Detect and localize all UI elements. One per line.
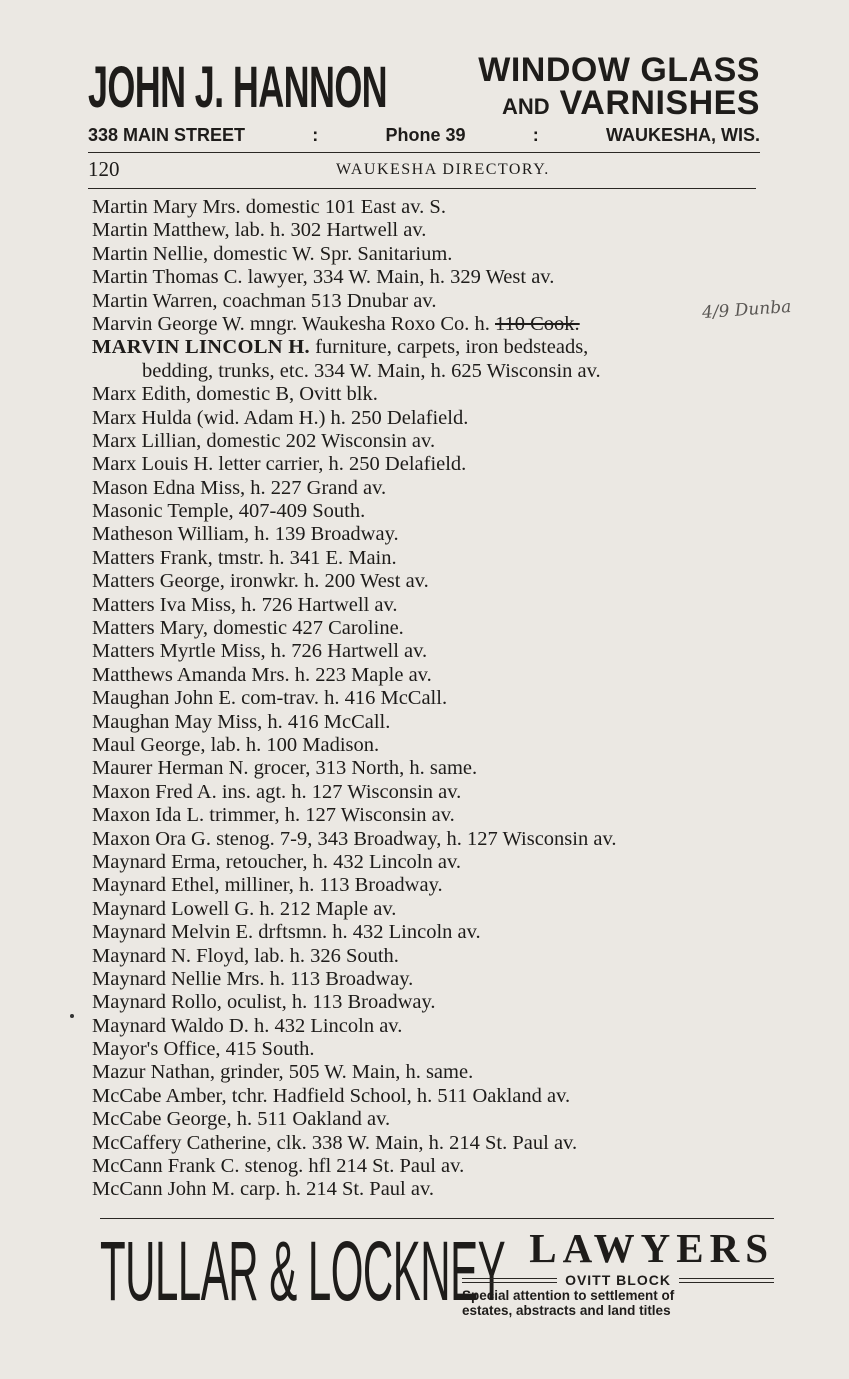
list-item: Matters Myrtle Miss, h. 726 Hartwell av. — [92, 640, 428, 663]
list-item: Marx Hulda (wid. Adam H.) h. 250 Delafield. — [92, 406, 469, 429]
list-item: Maynard Nellie Mrs. h. 113 Broadway. — [92, 967, 414, 990]
office-block: OVITT BLOCK — [565, 1272, 671, 1288]
list-item: Maxon Ida L. trimmer, h. 127 Wisconsin av. — [92, 804, 455, 827]
list-item: Maynard Ethel, milliner, h. 113 Broadway. — [92, 874, 443, 897]
list-item: McCaffery Catherine, clk. 338 W. Main, h. 214 St. Paul av. — [92, 1131, 578, 1154]
list-item: Matheson William, h. 139 Broadway. — [92, 523, 399, 546]
footer-advertisement — [100, 1224, 774, 1318]
running-head — [88, 157, 760, 183]
running-head-rule — [88, 188, 756, 189]
product-line-1: WINDOW GLASS — [478, 51, 760, 89]
list-item: Martin Mary Mrs. domestic 101 East av. S. — [92, 196, 446, 218]
attention-line-2: estates, abstracts and land titles — [462, 1303, 671, 1318]
address-separator: : — [312, 125, 319, 145]
list-item: Mason Edna Miss, h. 227 Grand av. — [92, 476, 387, 499]
list-item: Maul George, lab. h. 100 Madison. — [92, 733, 380, 756]
office-location — [462, 1272, 774, 1288]
list-item: Martin Matthew, lab. h. 302 Hartwell av. — [92, 219, 427, 242]
list-item — [92, 313, 782, 336]
list-item: Maynard Melvin E. drftsmn. h. 432 Lincoln av. — [92, 921, 481, 944]
struck-address: 110 Cook. — [495, 312, 580, 335]
advertiser-street: 338 MAIN STREET — [88, 125, 246, 145]
list-item: Maynard Lowell G. h. 212 Maple av. — [92, 897, 397, 920]
product-line-2 — [420, 86, 760, 124]
advertiser-products — [420, 51, 760, 124]
entry-text: Marvin George W. mngr. Waukesha Roxo Co. h. — [92, 312, 490, 335]
list-item: Maynard N. Floyd, lab. h. 326 South. — [92, 944, 399, 967]
law-firm-name: TULLAR & LOCKNEY — [100, 1224, 506, 1318]
list-item: Matthews Amanda Mrs. h. 223 Maple av. — [92, 663, 432, 686]
address-separator: : — [532, 125, 539, 145]
page-number: 120 — [88, 157, 120, 181]
product-line-2-main: VARNISHES — [559, 84, 760, 122]
list-item: Mazur Nathan, grinder, 505 W. Main, h. same. — [92, 1061, 474, 1084]
list-item: Maughan May Miss, h. 416 McCall. — [92, 710, 391, 733]
header-rule — [88, 152, 760, 153]
list-item: Marx Edith, domestic B, Ovitt blk. — [92, 383, 378, 406]
list-item: Matters Iva Miss, h. 726 Hartwell av. — [92, 593, 398, 616]
advertiser-name: JOHN J. HANNON — [88, 55, 388, 120]
list-item: Marx Louis H. letter carrier, h. 250 Delafield. — [92, 453, 467, 476]
list-item: Maynard Waldo D. h. 432 Lincoln av. — [92, 1014, 403, 1037]
list-item: Maxon Fred A. ins. agt. h. 127 Wisconsin av. — [92, 780, 462, 803]
list-item: Matters Mary, domestic 427 Caroline. — [92, 617, 404, 640]
advertiser-phone: Phone 39 — [385, 125, 466, 145]
product-line-2-prefix: AND — [502, 94, 550, 119]
list-item: Mayor's Office, 415 South. — [92, 1038, 315, 1061]
featured-description: furniture, carpets, iron bedsteads, — [315, 336, 589, 359]
list-item: Matters George, ironwkr. h. 200 West av. — [92, 570, 429, 593]
double-rule-right — [679, 1278, 774, 1283]
profession-heading: LAWYERS — [529, 1225, 774, 1271]
list-item: Marx Lillian, domestic 202 Wisconsin av. — [92, 429, 436, 452]
list-item: McCabe George, h. 511 Oakland av. — [92, 1108, 391, 1131]
list-item: Maughan John E. com-trav. h. 416 McCall. — [92, 687, 448, 710]
list-item: Martin Warren, coachman 513 Dnubar av. — [92, 289, 437, 312]
list-item: Martin Nellie, domestic W. Spr. Sanitarium. — [92, 242, 453, 265]
directory-listings — [92, 196, 782, 1202]
attention-line-1: Special attention to settlement of — [462, 1288, 675, 1303]
header-advertisement — [88, 52, 760, 152]
handwritten-annotation: 4/9 Dunba — [701, 296, 792, 324]
law-firm-details — [462, 1225, 774, 1318]
list-item-continuation: bedding, trunks, etc. 334 W. Main, h. 625 Wisconsin av. — [142, 359, 601, 382]
list-item: Maynard Rollo, oculist, h. 113 Broadway. — [92, 991, 436, 1014]
advertiser-address-line — [88, 124, 760, 146]
stray-mark — [70, 1014, 74, 1018]
directory-title: WAUKESHA DIRECTORY. — [336, 161, 550, 178]
double-rule-left — [462, 1278, 557, 1283]
list-item: Maurer Herman N. grocer, 313 North, h. same. — [92, 757, 478, 780]
list-item: McCann Frank C. stenog. hfl 214 St. Paul av. — [92, 1155, 465, 1178]
list-item: McCann John M. carp. h. 214 St. Paul av. — [92, 1178, 435, 1201]
list-item: Martin Thomas C. lawyer, 334 W. Main, h. 329 West av. — [92, 266, 555, 289]
footer-rule — [100, 1218, 774, 1219]
featured-name: MARVIN LINCOLN H. — [92, 336, 310, 359]
list-item: Matters Frank, tmstr. h. 341 E. Main. — [92, 546, 397, 569]
list-item: Maxon Ora G. stenog. 7-9, 343 Broadway, h. 127 Wisconsin av. — [92, 827, 617, 850]
list-item: Maynard Erma, retoucher, h. 432 Lincoln av. — [92, 850, 461, 873]
list-item-featured — [92, 336, 782, 359]
list-item: Masonic Temple, 407-409 South. — [92, 500, 366, 523]
advertiser-city: WAUKESHA, WIS. — [605, 125, 760, 145]
list-item: McCabe Amber, tchr. Hadfield School, h. 511 Oakland av. — [92, 1084, 571, 1107]
